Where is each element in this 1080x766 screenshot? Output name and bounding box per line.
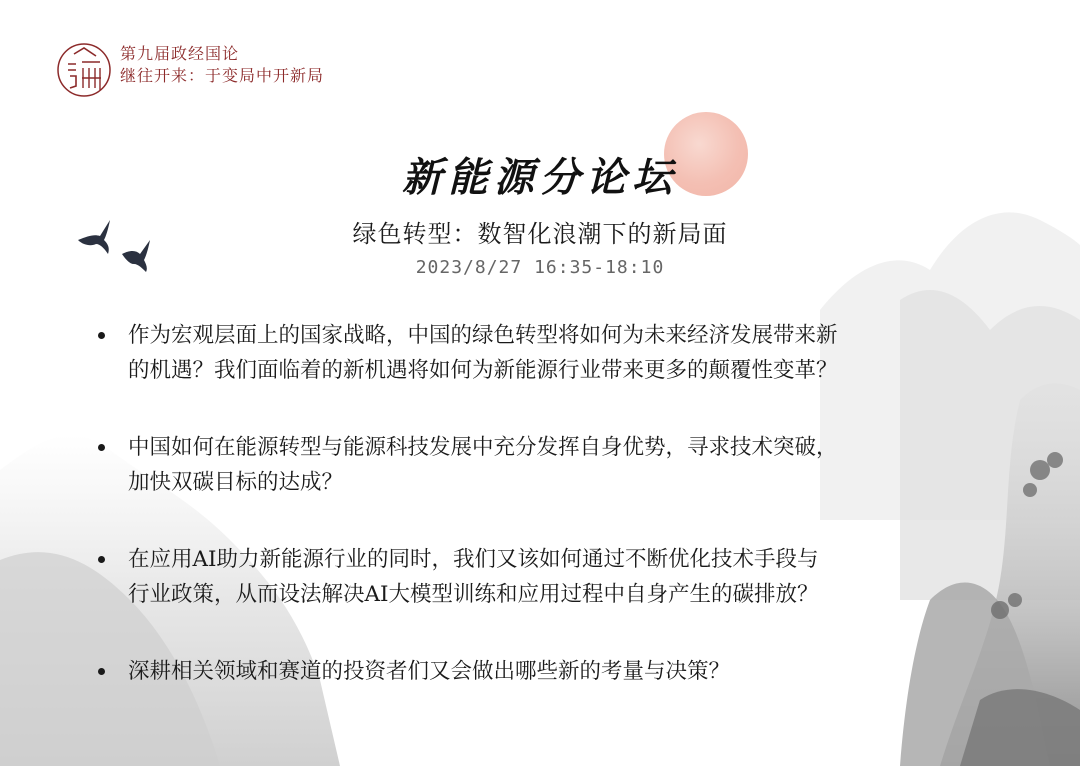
question-line: 的机遇？我们面临着的新机遇将如何为新能源行业带来更多的颠覆性变革？ <box>128 358 838 383</box>
bullet-icon <box>98 556 105 563</box>
question-line: 加快双碳目标的达成？ <box>128 470 344 495</box>
question-item <box>96 542 996 612</box>
event-name: 第九届政经国论 <box>120 44 240 63</box>
question-line: 中国如何在能源转型与能源科技发展中充分发挥自身优势，寻求技术突破， <box>128 435 838 460</box>
page-subtitle: 绿色转型：数智化浪潮下的新局面 <box>352 220 728 248</box>
question-item <box>96 318 996 388</box>
question-line: 深耕相关领域和赛道的投资者们又会做出哪些新的考量与决策？ <box>128 659 731 684</box>
page-title: 新能源分论坛 <box>402 155 678 201</box>
event-theme: 继往开来：于变局中开新局 <box>120 66 325 85</box>
question-line: 作为宏观层面上的国家战略，中国的绿色转型将如何为未来经济发展带来新 <box>128 323 838 348</box>
question-line: 行业政策，从而设法解决AI大模型训练和应用过程中自身产生的碳排放？ <box>128 582 819 607</box>
bullet-icon <box>98 332 105 339</box>
question-item <box>96 430 996 500</box>
question-line: 在应用AI助力新能源行业的同时，我们又该如何通过不断优化技术手段与 <box>128 547 819 572</box>
lun-seal-logo <box>56 42 112 98</box>
question-list <box>96 318 996 689</box>
question-item <box>96 654 996 689</box>
bullet-icon <box>98 668 105 675</box>
bullet-icon <box>98 444 105 451</box>
event-datetime: 2023/8/27 16:35-18:10 <box>415 257 665 278</box>
organizer-heading <box>120 43 324 87</box>
